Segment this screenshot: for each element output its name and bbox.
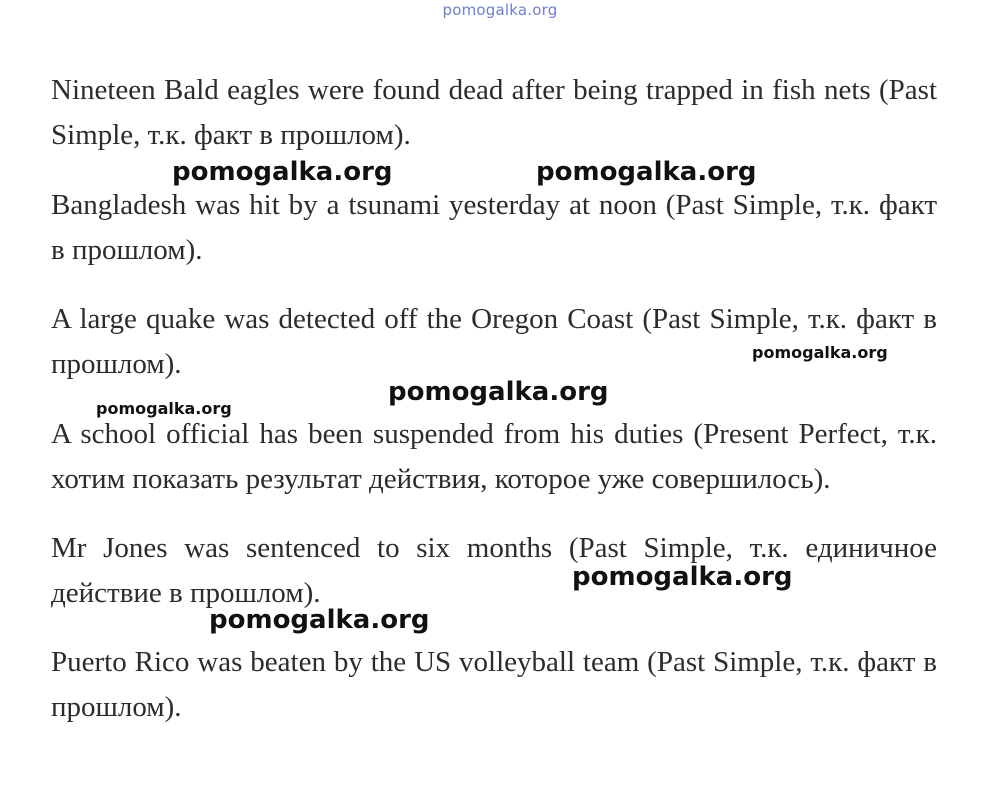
paragraph-puerto-rico: Puerto Rico was beaten by the US volleyball team (Past Simple, т.к. факт в прошлом). [51, 646, 937, 723]
paragraph-mr-jones: Mr Jones was sentenced to six months (Past Simple, т.к. единичное действие в прошлом). [51, 532, 937, 609]
header-watermark: pomogalka.org [442, 1, 558, 19]
watermark: pomogalka.org [172, 157, 393, 187]
watermark: pomogalka.org [572, 562, 793, 592]
paragraph-bald-eagles: Nineteen Bald eagles were found dead after being trapped in fish nets (Past Simple, т.к. факт в прошлом). [51, 74, 937, 151]
watermark: pomogalka.org [209, 605, 430, 635]
watermark: pomogalka.org [752, 343, 888, 362]
paragraph-bangladesh: Bangladesh was hit by a tsunami yesterday at noon (Past Simple, т.к. факт в прошлом). [51, 189, 937, 266]
paragraph-school-official: A school official has been suspended from his duties (Present Perfect, т.к. хотим показать результат действия, которое уже совершилось). [51, 418, 937, 495]
watermark: pomogalka.org [96, 399, 232, 418]
paragraph-quake: A large quake was detected off the Oregon Coast (Past Simple, т.к. факт в прошлом). [51, 303, 937, 380]
watermark: pomogalka.org [388, 377, 609, 407]
watermark: pomogalka.org [536, 157, 757, 187]
